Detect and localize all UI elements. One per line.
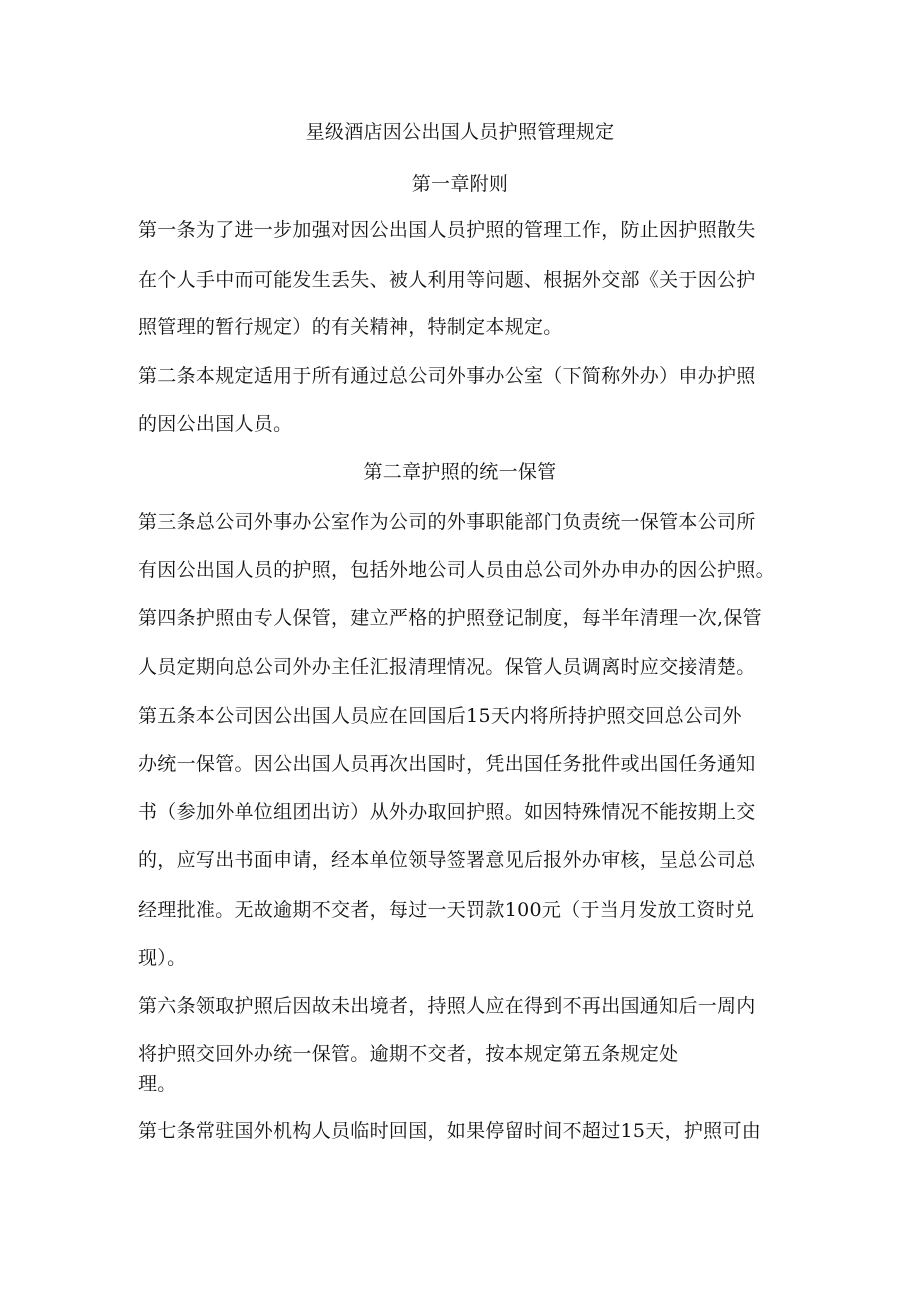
article-line: 第五条本公司因公出国人员应在回国后15天内将所持护照交回总公司外 xyxy=(138,705,742,727)
article-line: 经理批准。无故逾期不交者，每过一天罚款100元（于当月发放工资时兑 xyxy=(138,899,755,921)
article-line: 第一条为了进一步加强对因公出国人员护照的管理工作，防止因护照散失 xyxy=(138,219,756,241)
article-line: 第四条护照由专人保管，建立严格的护照登记制度，每半年清理一次,保管 xyxy=(138,607,762,629)
chapter-heading: 第一章附则 xyxy=(411,173,509,195)
article-line: 人员定期向总公司外办主任汇报清理情况。保管人员调离时应交接清楚。 xyxy=(138,656,756,678)
article-line: 的因公出国人员。 xyxy=(138,413,293,435)
article-line: 在个人手中而可能发生丢失、被人利用等问题、根据外交部《关于因公护 xyxy=(138,269,756,291)
article-line: 照管理的暂行规定）的有关精神，特制定本规定。 xyxy=(138,316,563,338)
article-line: 第六条领取护照后因故未出境者，持照人应在得到不再出国通知后一周内 xyxy=(138,995,756,1017)
chapter-heading: 第二章护照的统一保管 xyxy=(363,461,557,483)
article-line: 书（参加外单位组团出访）从外办取回护照。如因特殊情况不能按期上交 xyxy=(138,801,756,823)
article-line: 第七条常驻国外机构人员临时回国，如果停留时间不超过15天，护照可由 xyxy=(138,1120,762,1142)
article-line: 将护照交回外办统一保管。逾期不交者，按本规定第五条规定处 xyxy=(138,1043,679,1065)
article-line: 的，应写出书面申请，经本单位领导签署意见后报外办审核，呈总公司总 xyxy=(138,849,756,871)
article-line: 第三条总公司外事办公室作为公司的外事职能部门负责统一保管本公司所 xyxy=(138,511,756,533)
article-line: 有因公出国人员的护照，包括外地公司人员由总公司外办申办的因公护照。 xyxy=(138,559,775,581)
article-line: 现）。 xyxy=(138,947,187,969)
article-line: 理。 xyxy=(138,1073,177,1095)
article-line: 办统一保管。因公出国人员再次出国时，凭出国任务批件或出国任务通知 xyxy=(138,753,756,775)
document-title: 星级酒店因公出国人员护照管理规定 xyxy=(305,121,615,143)
article-line: 第二条本规定适用于所有通过总公司外事办公室（下简称外办）申办护照 xyxy=(138,365,756,387)
